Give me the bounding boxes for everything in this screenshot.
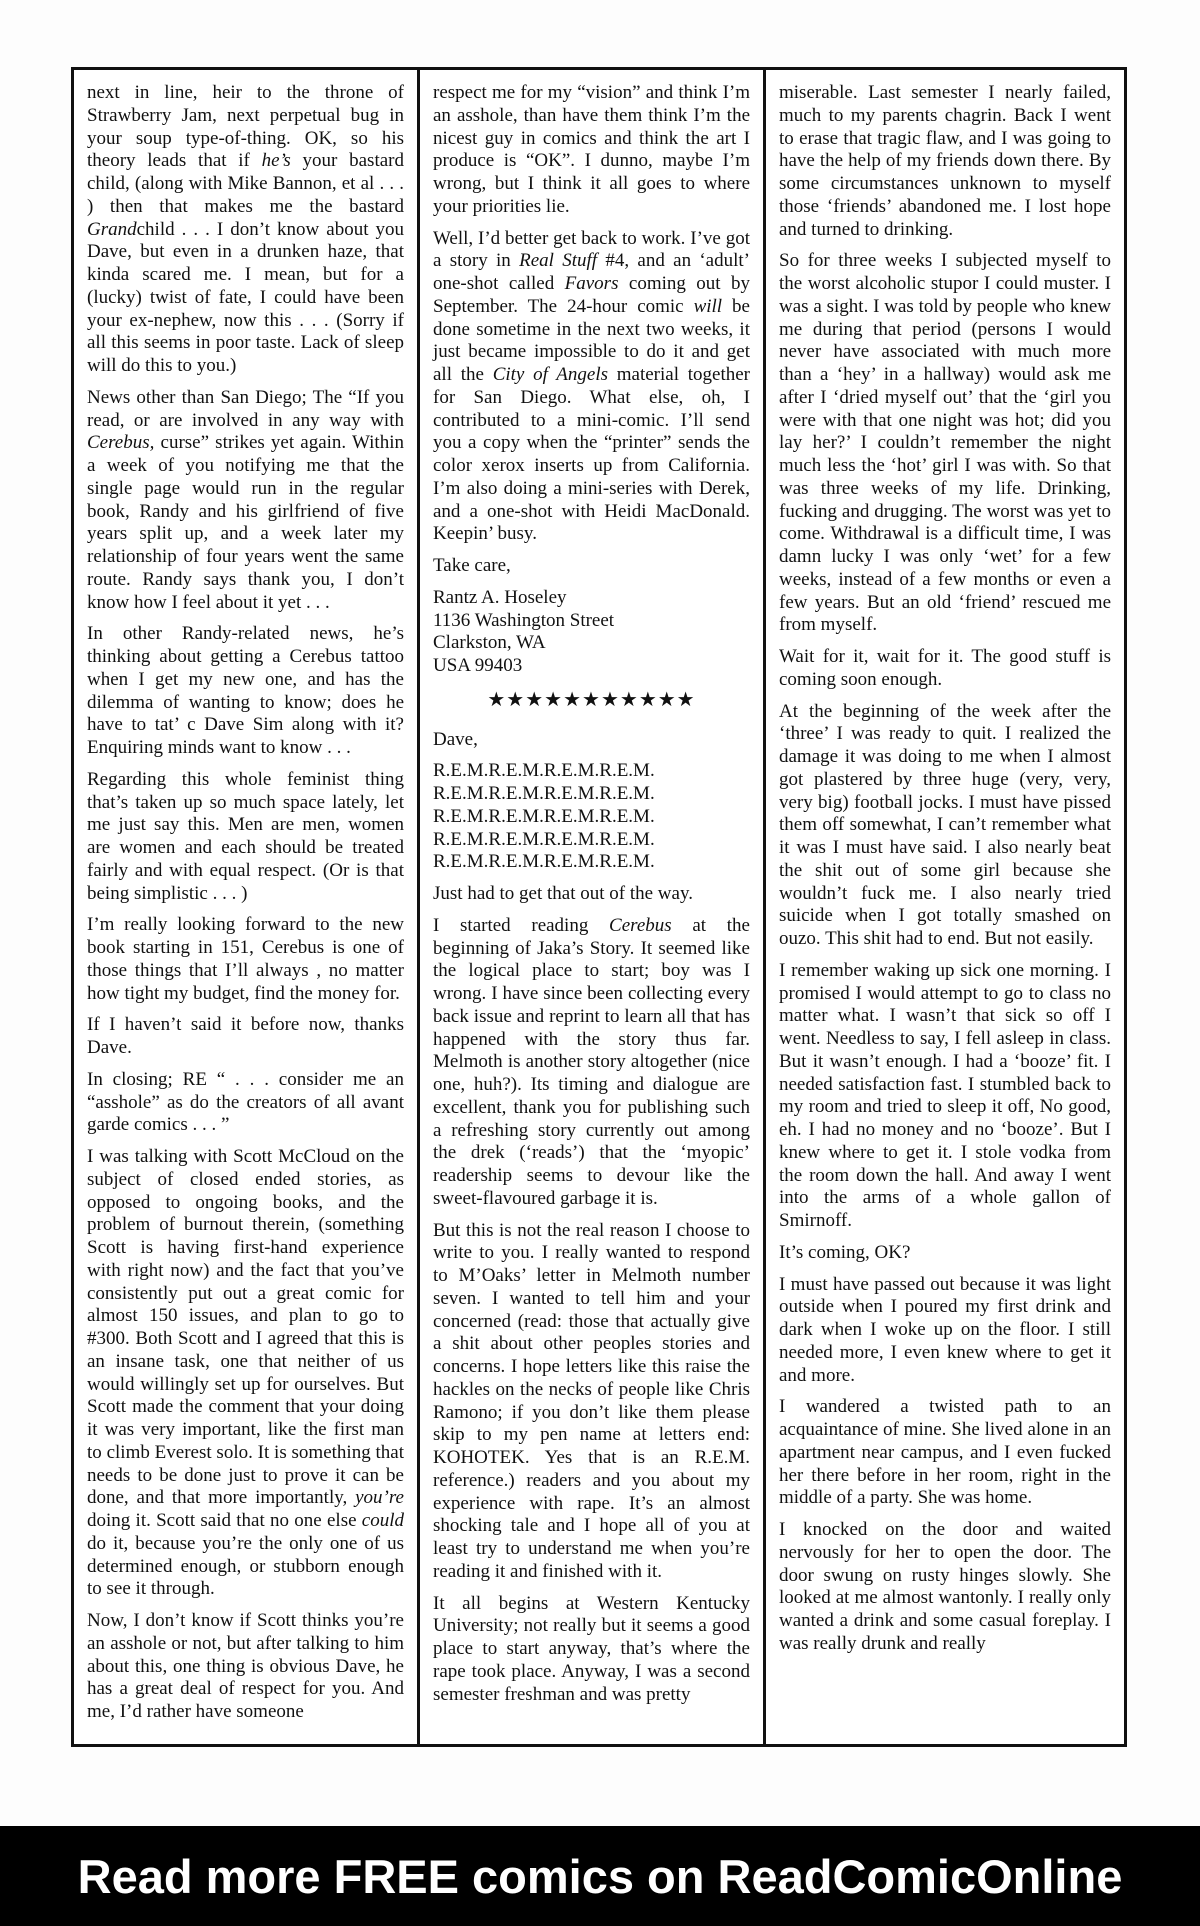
- paragraph: [779, 960, 1111, 1233]
- paragraph: [779, 701, 1111, 951]
- paragraph: [87, 82, 404, 378]
- text-run: Well, I’d better get back to work. I’ve got a story in: [433, 227, 750, 272]
- paragraph: [87, 623, 404, 760]
- paragraph: [87, 1146, 404, 1601]
- paragraph: [433, 883, 750, 906]
- italic-text: City of Angels: [492, 364, 609, 385]
- salutation: Dave,: [433, 728, 478, 750]
- paragraph: [87, 1069, 404, 1137]
- paragraph: [87, 1014, 404, 1060]
- text-run: If I haven’t said it before now, thanks Dave.: [87, 1014, 404, 1058]
- address-city: Clarkston, WA: [433, 632, 546, 654]
- text-run: I knocked on the door and waited nervously for her to open the door. The door swung on rusty hinges slowly. She looked at me almost wantonly. I really only wanted a drink and some casual foreplay. I was really drunk and really: [779, 1519, 1111, 1654]
- text-run: material together for San Diego. What else, oh, I contributed to a mini-comic. I’ll send you a copy when the “printer” sends the color xerox inserts up from California. I’m also doing a mini-series with Derek, and a one-shot with Heidi MacDonald. Keepin’ busy.: [433, 364, 751, 545]
- paragraph: [779, 646, 1111, 692]
- paragraph: [87, 1610, 404, 1724]
- text-run: be done sometime in the next two weeks, it just became impossible to do it and get all the: [433, 295, 750, 385]
- text-run: at the beginning of Jaka’s Story. It seemed like the logical place to start; boy was I wrong. I have since been collecting every back issue and reprint to learn all that has happened with the story thus far. Melmoth is another story altogether (nice one, huh?). Its timing and dialogue are excellent, thank you for publishing such a refreshing story currently out among the drek (‘reads’) that the ‘myopic’ readership seems to devour like the sweet-flavoured garbage it is.: [433, 914, 750, 1209]
- text-run: next in line, heir to the throne of Strawberry Jam, next perpetual bug in your soup type-of-thing. OK, so his theory leads that if: [87, 82, 404, 172]
- text-run: I was talking with Scott McCloud on the subject of closed ended stories, as opposed to ongoing books, and the problem of burnout therein, (something Scott is having first-hand experience with right now) and the fact that you’ve consistently put out a great comic for almost 150 issues, and plan to go to #300. Both Scott and I agreed that this is an insane task, one that neither of us would willingly set up for ourselves. But Scott made the comment that your doing it was very important, like the first man to climb Everest solo. It is something that needs to be done just to prove it can be done, and that more importantly,: [87, 1146, 404, 1509]
- text-run: So for three weeks I subjected myself to the worst alcoholic stupor I could muster. I was a sight. I was told by people who knew me during that period (persons I would never have associated with much more than a ‘hey’ in a hallway) would ask me after I ‘dried myself out’ that the ‘girl you were with that one night was hot; did you lay her?’ I couldn’t remember the night much less the ‘hot’ girl I was with. So that was three weeks of my life. Drinking, fucking and drugging. The worst was yet to come. Withdrawal is a difficult time, I was damn lucky I was only ‘wet’ for a few weeks, instead of a few months or even a few years. But an old ‘friend’ rescued me from myself.: [779, 250, 1111, 636]
- column-2: [420, 70, 766, 1744]
- italic-text: Real Stuff: [519, 250, 598, 272]
- paragraph: [779, 82, 1111, 241]
- text-run: coming out by September. The 24-hour comic: [433, 273, 750, 317]
- text-run: I remember waking up sick one morning. I promised I would attempt to go to class no matter what. I wasn’t that sick so off I went. Needless to say, I fell asleep in class. But it wasn’t enough. I had a ‘booze’ fit. I needed satisfaction fast. I stumbled back to my room and tried to sleep it off, No good, eh. I had no money and no ‘booze’. But I knew where to get it. I stole vodka from the room down the hall. And away I went into the arms of a whole gallon of Smirnoff.: [779, 959, 1111, 1231]
- italic-text: you’re: [355, 1487, 404, 1509]
- promo-banner-text[interactable]: Read more FREE comics on ReadComicOnline: [77, 1849, 1123, 1903]
- rem-line: R.E.M.R.E.M.R.E.M.R.E.M.: [433, 783, 655, 804]
- paragraph: [779, 1396, 1111, 1510]
- column-1: [74, 70, 420, 1744]
- text-run: Regarding this whole feminist thing that’s taken up so much space lately, let me just say this. Men are men, women are women and each should be treated fairly and with equal respect. (Or is that being simplistic . . . ): [87, 768, 404, 904]
- paragraph: [433, 228, 750, 547]
- paragraph: [779, 250, 1111, 637]
- paragraph: [779, 1274, 1111, 1388]
- text-run: Just had to get that out of the way.: [433, 883, 693, 904]
- rem-line: R.E.M.R.E.M.R.E.M.R.E.M.: [433, 828, 655, 850]
- text-run: doing it. Scott said that no one else: [87, 1510, 362, 1531]
- rem-block: [433, 760, 750, 874]
- text-run: In closing; RE “ . . . consider me an “asshole” as do the creators of all avant garde comics . . . ”: [87, 1068, 404, 1136]
- italic-text: will: [693, 295, 723, 317]
- rem-line: R.E.M.R.E.M.R.E.M.R.E.M.: [433, 805, 655, 827]
- signature-address: [433, 587, 750, 678]
- rem-line: R.E.M.R.E.M.R.E.M.R.E.M.: [433, 760, 655, 782]
- star-separator: ★★★★★★★★★★★: [487, 686, 696, 711]
- text-run: It all begins at Western Kentucky University; not really but it seems a good place to start anyway, that’s where the rape took place. Anyway, I was a second semester freshman and was pretty: [433, 1592, 750, 1705]
- paragraph: [779, 1242, 1111, 1265]
- paragraph: [433, 555, 750, 578]
- text-run: Now, I don’t know if Scott thinks you’re an asshole or not, but after talking to him about this, one thing is obvious Dave, he has a great deal of respect for you. And me, I’d rather have someone: [87, 1610, 404, 1722]
- paragraph: [779, 1519, 1111, 1656]
- text-run: do it, because you’re the only one of us determined enough, or stubborn enough to see it through.: [87, 1532, 404, 1600]
- text-run: In other Randy-related news, he’s thinking about getting a Cerebus tattoo when I get my new one, and has the dilemma of wanting to know; does he have to tat’ c Dave Sim along with it? Enquiring minds want to know . . .: [87, 623, 404, 758]
- text-run: At the beginning of the week after the ‘three’ I was ready to quit. I realized the damage it was doing to me when I almost got plastered by three huge (very, very, very big) football jocks. I must have pissed them off somewhat, I can’t remember what it was I must have said. I also nearly beat the shit out of some girl because she wouldn’t fuck me. I also nearly tried suicide when I got totally smashed on ouzo. This shit had to end. But not easily.: [779, 700, 1111, 949]
- italic-text: Favors: [564, 273, 619, 294]
- paragraph: [433, 1220, 750, 1584]
- paragraph: [87, 769, 404, 906]
- paragraph: [87, 387, 404, 615]
- promo-banner[interactable]: [0, 1826, 1200, 1926]
- italic-text: Cerebus,: [87, 432, 155, 454]
- letter-2-body: [433, 883, 750, 1706]
- letters-page-frame: [71, 67, 1127, 1747]
- text-run: Take care,: [433, 555, 511, 576]
- text-run: I started reading: [433, 914, 610, 936]
- text-run: miserable. Last semester I nearly failed, much to my parents chagrin. Back I went to erase that tragic flaw, and I was going to have the help of my friends down there. By some circumstances unknown to myself those ‘friends’ abandoned me. I lost hope and turned to drinking.: [779, 82, 1111, 240]
- text-run: Wait for it, wait for it. The good stuff is coming soon enough.: [779, 646, 1111, 690]
- text-run: I’m really looking forward to the new book starting in 151, Cerebus is one of those things that I’ll always , no matter how tight my budget, find the money for.: [87, 914, 404, 1004]
- letter-1-ending: [433, 82, 750, 578]
- italic-text: he’s: [261, 150, 291, 172]
- address-street: 1136 Washington Street: [433, 609, 615, 631]
- italic-text: Grand: [87, 218, 137, 240]
- text-run: child . . . I don’t know about you Dave, but even in a drunken haze, that kinda scared me. I mean, but for a (lucky) twist of fate, I could have been your ex-nephew, now this . . . (Sorry if all this seems in poor taste. Lack of sleep will do this to you.): [87, 218, 404, 376]
- text-run: your bastard child, (along with Mike Bannon, et al . . . ) then that makes me the bastard: [87, 150, 404, 217]
- column-3: [766, 70, 1124, 1744]
- paragraph: [433, 915, 750, 1211]
- text-run: It’s coming, OK?: [779, 1241, 911, 1263]
- text-run: #4, and an ‘adult’ one-shot called: [433, 250, 751, 294]
- text-run: I wandered a twisted path to an acquaintance of mine. She lived alone in an apartment near campus, and I even fucked her there before in her room, right in the middle of a party. She was home.: [779, 1396, 1111, 1509]
- text-run: curse” strikes yet again. Within a week of you notifying me that the single page would run in the regular book, Randy and his girlfriend of five years split up, and a week later my relationship of four years went the same route. Randy says thank you, I don’t know how I feel about it yet . . .: [87, 432, 404, 613]
- address-country: USA 99403: [433, 655, 523, 676]
- paragraph: [433, 1593, 750, 1707]
- text-run: I must have passed out because it was light outside when I poured my first drink and dark when I woke up on the floor. I still needed more, I even knew where to get it and more.: [779, 1273, 1111, 1386]
- text-run: News other than San Diego; The “If you read, or are involved in any way with: [87, 386, 404, 431]
- text-run: But this is not the real reason I choose to write to you. I really wanted to respond to M’Oaks’ letter in Melmoth number seven. I wanted to tell him and your concerned (read: those that actually give a shit about other peoples stories and concerns. I hope letters like this raise the hackles on the necks of people like Chris Ramono; if you don’t like them please skip to my pen name at letters end: KOHOTEK. Yes that is an R.E.M. reference.) readers and you about my experience with rape. It’s an almost shocking tale and I hope all of you at least try to understand me when you’re reading it and finished with it.: [433, 1219, 750, 1582]
- paragraph: [433, 82, 750, 219]
- italic-text: could: [361, 1510, 404, 1531]
- rem-line: R.E.M.R.E.M.R.E.M.R.E.M.: [433, 851, 655, 873]
- text-run: respect me for my “vision” and think I’m an asshole, than have them think I’m the nicest guy in comics and think the art I produce is “OK”. I dunno, maybe I’m wrong, but I think it all goes to where your priorities lie.: [433, 82, 750, 217]
- italic-text: Cerebus: [609, 914, 672, 936]
- paragraph: [87, 914, 404, 1005]
- signature-name: Rantz A. Hoseley: [433, 586, 567, 608]
